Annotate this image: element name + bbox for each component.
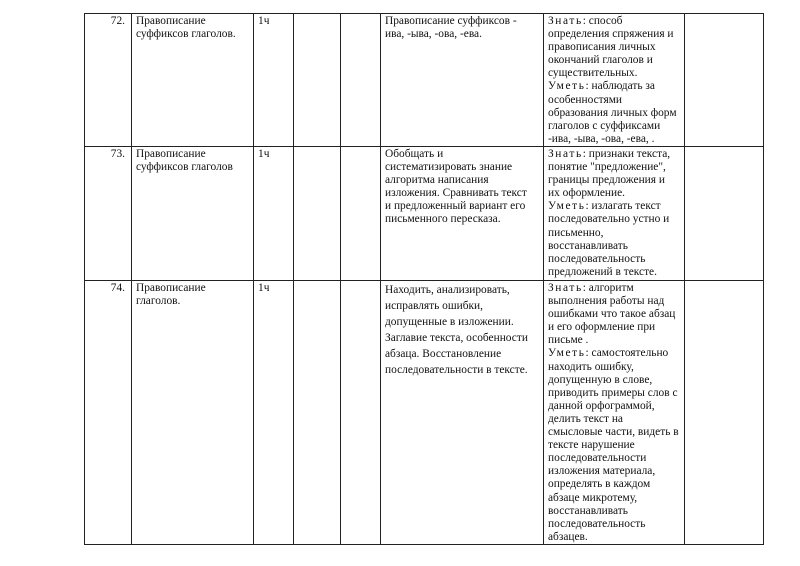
lesson-number: 72. [85, 14, 132, 147]
empty-cell [294, 281, 341, 545]
table-row [85, 281, 764, 545]
lesson-hours: 1ч [254, 147, 294, 281]
empty-cell [294, 147, 341, 281]
lesson-requirements: Знать: признаки текста, понятие "предложение", границы предложения и их оформление. Уметь: излагать текст последовательно устно и письменно, восстанавливать последовательность предложений в тексте. [544, 147, 685, 281]
empty-cell [294, 14, 341, 147]
empty-cell [685, 147, 764, 281]
empty-cell [341, 14, 381, 147]
lesson-hours: 1ч [254, 14, 294, 147]
lesson-content: Находить, анализировать, исправлять ошибки, допущенные в изложении. Заглавие текста, особенности абзаца. Восстановление последовательности в тексте. [381, 281, 544, 545]
lesson-content: Обобщать и систематизировать знание алгоритма написания изложения. Сравнивать текст и предложенный вариант его письменного пересказа. [381, 147, 544, 281]
table-row [85, 147, 764, 281]
lesson-topic: Правописание суффиксов глаголов [132, 147, 254, 281]
lesson-topic: Правописание глаголов. [132, 281, 254, 545]
lesson-topic: Правописание суффиксов глаголов. [132, 14, 254, 147]
lesson-requirements: Знать: способ определения спряжения и правописания личных окончаний глаголов и существительных. Уметь: наблюдать за особенностями образования личных форм глаголов с суффиксами -ива, -ыва, -ова, -ева, . [544, 14, 685, 147]
empty-cell [685, 281, 764, 545]
lesson-number: 73. [85, 147, 132, 281]
empty-cell [685, 14, 764, 147]
lesson-plan-table [84, 13, 764, 545]
lesson-requirements: Знать: алгоритм выполнения работы над ошибками что такое абзац и его оформление при письме . Уметь: самостоятельно находить ошибку, допущенную в слове, приводить примеры слов с данной орфограммой, делить текст на смысловые части, видеть в тексте нарушение последовательности изложения материала, определять в каждом абзаце микротему, восстанавливать последовательность абзацев. [544, 281, 685, 545]
lesson-number: 74. [85, 281, 132, 545]
lesson-hours: 1ч [254, 281, 294, 545]
empty-cell [341, 147, 381, 281]
table-row [85, 14, 764, 147]
lesson-content: Правописание суффиксов - ива, -ыва, -ова, -ева. [381, 14, 544, 147]
empty-cell [341, 281, 381, 545]
